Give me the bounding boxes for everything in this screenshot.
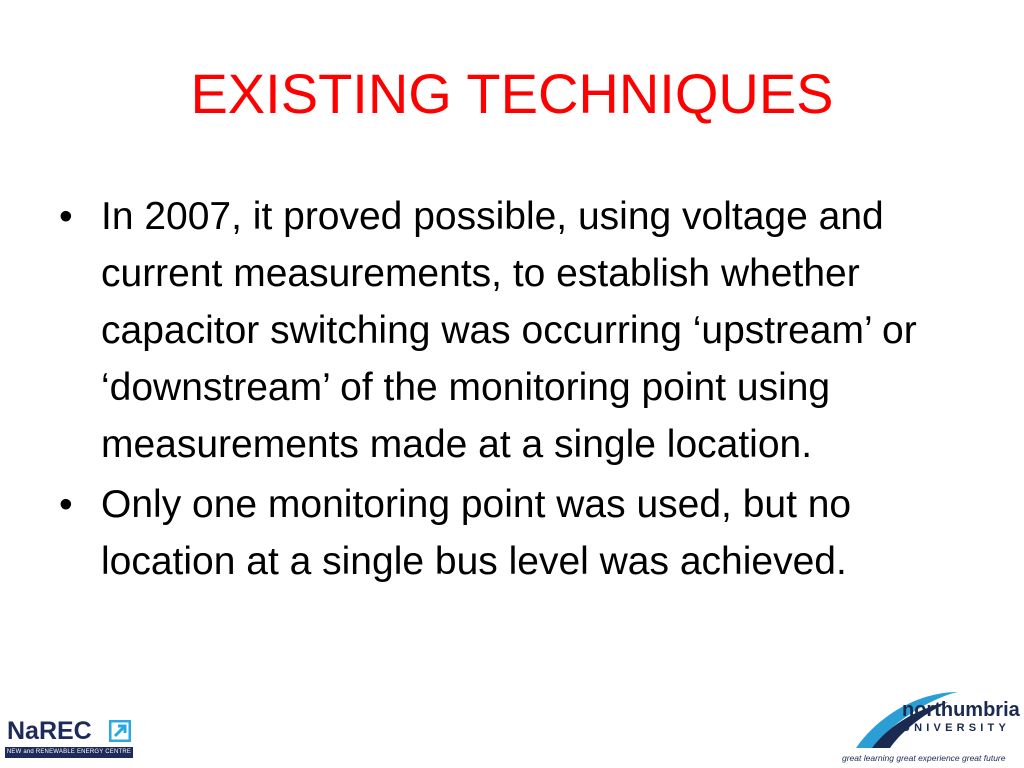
bullet-text: Only one monitoring point was used, but no location at a single bus level was achieved. <box>101 483 852 583</box>
northumbria-logo-text: northumbria <box>902 699 1020 721</box>
narec-logo-subtitle: NEW and RENEWABLE ENERGY CENTRE <box>5 747 133 758</box>
slide-title: EXISTING TECHNIQUES <box>190 62 834 125</box>
arrow-icon <box>109 720 131 742</box>
bullet-marker: • <box>59 195 73 238</box>
narec-logo <box>5 716 133 758</box>
bullet-item <box>56 476 976 590</box>
northumbria-logo-subtitle: UNIVERSITY <box>902 722 1011 734</box>
northumbria-logo <box>838 686 1024 768</box>
bullet-item <box>56 188 976 473</box>
bullet-list <box>56 188 976 593</box>
northumbria-tagline: great learning great experience great future <box>842 753 1006 763</box>
narec-logo-text: NaREC <box>7 717 92 745</box>
bullet-text: In 2007, it proved possible, using voltage and current measurements, to establish whether capacitor switching was occurring ‘upstream’ or ‘downstream’ of the monitoring point using measurements made at a single location. <box>101 195 917 466</box>
bullet-marker: • <box>59 483 73 526</box>
